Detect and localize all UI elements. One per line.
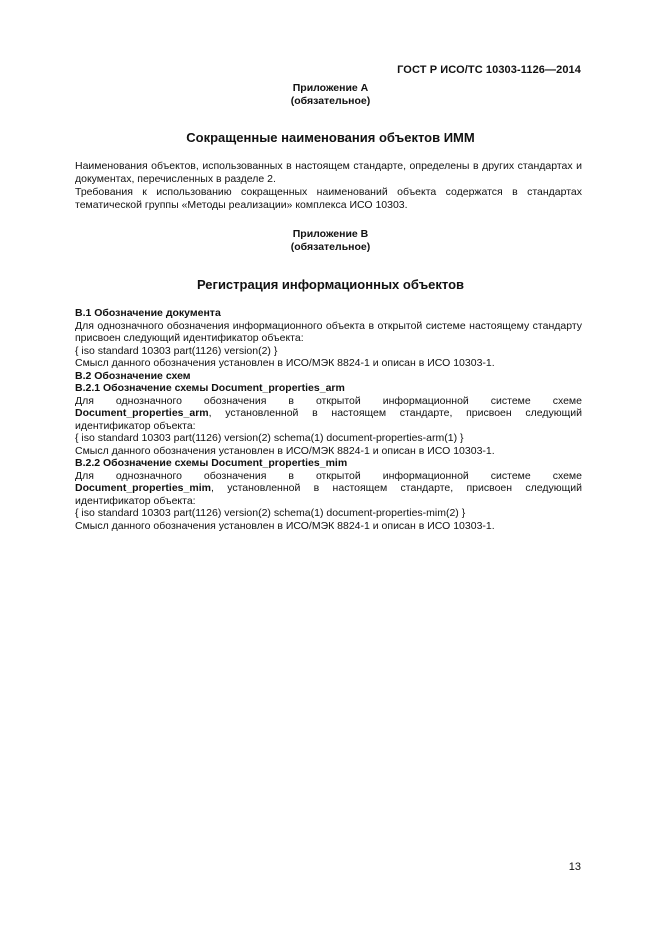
b21-identifier: { iso standard 10303 part(1126) version(2) schema(1) document-properties-arm(1) } bbox=[75, 432, 464, 444]
b22-schema-name: Document_properties_mim bbox=[75, 482, 211, 494]
b1-text: Для однозначного обозначения информационного объекта в открытой системе настоящему стандарту присвоен следующий идентификатор объекта: bbox=[75, 319, 582, 344]
b22-meaning: Смысл данного обозначения установлен в ИСО/МЭК 8824-1 и описан в ИСО 10303-1. bbox=[75, 519, 495, 532]
annex-b-title-block bbox=[0, 228, 661, 254]
annex-b-title: Приложение В bbox=[292, 228, 369, 240]
b2-title: В.2 Обозначение схем bbox=[75, 369, 191, 382]
annex-a-title: Приложение А bbox=[292, 82, 369, 94]
b1-identifier: { iso standard 10303 part(1126) version(2) } bbox=[75, 344, 278, 357]
b21-title: В.2.1 Обозначение схемы Document_properties_arm bbox=[75, 382, 345, 394]
b22-identifier: { iso standard 10303 part(1126) version(2) schema(1) document-properties-mim(2) } bbox=[75, 507, 466, 519]
annex-a-heading: Сокращенные наименования объектов ИММ bbox=[186, 130, 475, 145]
b22-text: Для однозначного обозначения в открытой информационной системе схеме Document_properties_mim, установленной в настоящем стандарте, присвоен следующий идентификатор объекта: bbox=[75, 469, 582, 507]
annex-b-status: (обязательное) bbox=[290, 241, 371, 253]
b1-meaning: Смысл данного обозначения установлен в ИСО/МЭК 8824-1 и описан в ИСО 10303-1. bbox=[75, 357, 495, 369]
annex-a-title-block bbox=[0, 82, 661, 108]
annex-b-body bbox=[75, 307, 582, 532]
b21-schema-name: Document_properties_arm bbox=[75, 407, 209, 419]
annex-a-paragraph-2: Требования к использованию сокращенных наименований объекта содержатся в стандартах тематической группы «Методы реализации» комплекса ИСО 10303. bbox=[75, 186, 582, 211]
b22-title: В.2.2 Обозначение схемы Document_properties_mim bbox=[75, 457, 348, 469]
page-number: 13 bbox=[568, 861, 581, 873]
b21-meaning: Смысл данного обозначения установлен в ИСО/МЭК 8824-1 и описан в ИСО 10303-1. bbox=[75, 444, 495, 457]
b1-title: В.1 Обозначение документа bbox=[75, 307, 221, 319]
annex-a-status: (обязательное) bbox=[290, 95, 371, 107]
b21-text: Для однозначного обозначения в открытой информационной системе схеме Document_properties_arm, установленной в настоящем стандарте, присвоен следующий идентификатор объекта: bbox=[75, 394, 582, 432]
annex-a-paragraph-1: Наименования объектов, использованных в настоящем стандарте, определены в других стандартах и документах, перечисленных в разделе 2. bbox=[75, 160, 582, 185]
annex-b-heading: Регистрация информационных объектов bbox=[196, 277, 465, 292]
annex-a-body bbox=[75, 160, 582, 211]
standard-code: ГОСТ Р ИСО/ТС 10303-1126—2014 bbox=[397, 64, 581, 76]
